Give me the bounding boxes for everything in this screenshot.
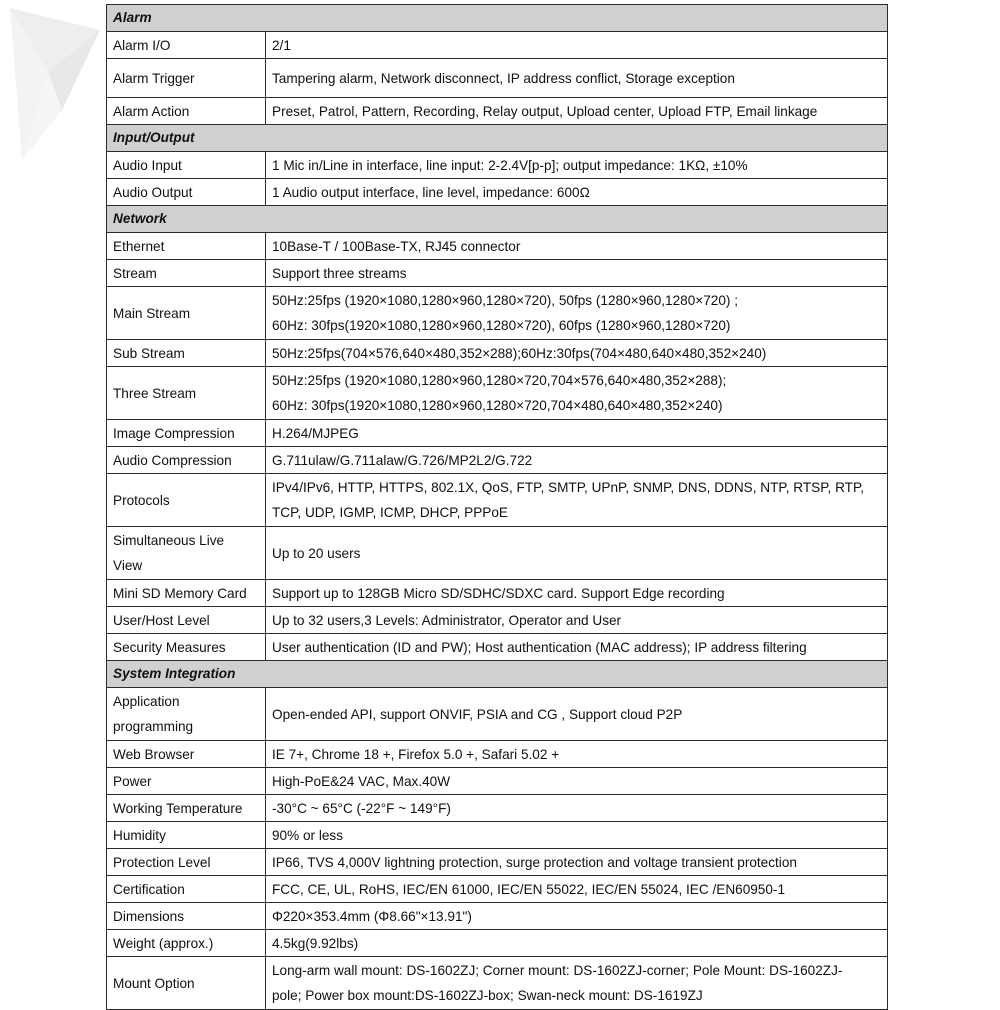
spec-value: 1 Audio output interface, line level, impedance: 600Ω <box>266 179 888 206</box>
spec-row <box>107 367 888 420</box>
spec-label-line: View <box>113 558 143 573</box>
spec-row <box>107 634 888 661</box>
spec-value-line: 50Hz:25fps (1920×1080,1280×960,1280×720), 50fps (1280×960,1280×720) ; <box>272 293 738 308</box>
spec-value: Support three streams <box>266 260 888 287</box>
spec-value: IE 7+, Chrome 18 +, Firefox 5.0 +, Safari 5.02 + <box>266 741 888 768</box>
spec-label: Certification <box>107 876 266 903</box>
spec-table <box>106 4 888 1010</box>
spec-row <box>107 903 888 930</box>
spec-value: 2/1 <box>266 32 888 59</box>
spec-label: Protocols <box>107 474 266 527</box>
spec-label: Security Measures <box>107 634 266 661</box>
spec-label: Web Browser <box>107 741 266 768</box>
spec-row <box>107 59 888 98</box>
section-title: Alarm <box>107 5 888 32</box>
spec-value: 50Hz:25fps(704×576,640×480,352×288);60Hz:30fps(704×480,640×480,352×240) <box>266 340 888 367</box>
spec-row <box>107 233 888 260</box>
spec-label: User/Host Level <box>107 607 266 634</box>
spec-value: Up to 20 users <box>266 527 888 580</box>
spec-value: Φ220×353.4mm (Φ8.66"×13.91") <box>266 903 888 930</box>
section-header-alarm <box>107 5 888 32</box>
spec-label: Mini SD Memory Card <box>107 580 266 607</box>
spec-row <box>107 152 888 179</box>
spec-value: FCC, CE, UL, RoHS, IEC/EN 61000, IEC/EN 55022, IEC/EN 55024, IEC /EN60950-1 <box>266 876 888 903</box>
spec-label: Working Temperature <box>107 795 266 822</box>
spec-value-line: Long-arm wall mount: DS-1602ZJ; Corner mount: DS-1602ZJ-corner; Pole Mount: DS-1602ZJ- <box>272 963 843 978</box>
spec-value: H.264/MJPEG <box>266 420 888 447</box>
spec-row <box>107 795 888 822</box>
spec-label: Mount Option <box>107 957 266 1010</box>
spec-value-line: pole; Power box mount:DS-1602ZJ-box; Swan-neck mount: DS-1619ZJ <box>272 988 703 1003</box>
spec-value: 90% or less <box>266 822 888 849</box>
spec-row <box>107 287 888 340</box>
spec-value: G.711ulaw/G.711alaw/G.726/MP2L2/G.722 <box>266 447 888 474</box>
spec-row <box>107 420 888 447</box>
spec-value: Support up to 128GB Micro SD/SDHC/SDXC card. Support Edge recording <box>266 580 888 607</box>
spec-label-line: Application <box>113 694 180 709</box>
spec-row <box>107 849 888 876</box>
spec-label: Protection Level <box>107 849 266 876</box>
spec-row <box>107 98 888 125</box>
section-header-system-integration <box>107 661 888 688</box>
spec-value <box>266 957 888 1010</box>
spec-value: 1 Mic in/Line in interface, line input: 2-2.4V[p-p]; output impedance: 1KΩ, ±10% <box>266 152 888 179</box>
spec-row <box>107 527 888 580</box>
spec-row <box>107 447 888 474</box>
spec-value <box>266 474 888 527</box>
spec-row <box>107 741 888 768</box>
spec-value-line: 60Hz: 30fps(1920×1080,1280×960,1280×720), 60fps (1280×960,1280×720) <box>272 318 731 333</box>
spec-label: Audio Input <box>107 152 266 179</box>
spec-label <box>107 527 266 580</box>
spec-label: Alarm I/O <box>107 32 266 59</box>
spec-value: Open-ended API, support ONVIF, PSIA and CG , Support cloud P2P <box>266 688 888 741</box>
spec-row <box>107 607 888 634</box>
section-title: Input/Output <box>107 125 888 152</box>
spec-label: Audio Output <box>107 179 266 206</box>
spec-value-line: 60Hz: 30fps(1920×1080,1280×960,1280×720,704×480,640×480,352×240) <box>272 398 723 413</box>
spec-label: Dimensions <box>107 903 266 930</box>
spec-value: Preset, Patrol, Pattern, Recording, Relay output, Upload center, Upload FTP, Email linkage <box>266 98 888 125</box>
spec-row <box>107 688 888 741</box>
spec-row <box>107 260 888 287</box>
section-header-input-output <box>107 125 888 152</box>
section-header-network <box>107 206 888 233</box>
spec-label: Stream <box>107 260 266 287</box>
spec-row <box>107 179 888 206</box>
spec-value-line: IPv4/IPv6, HTTP, HTTPS, 802.1X, QoS, FTP, SMTP, UPnP, SNMP, DNS, DDNS, NTP, RTSP, RTP, <box>272 480 865 495</box>
spec-value: -30°C ~ 65°C (-22°F ~ 149°F) <box>266 795 888 822</box>
spec-label: Main Stream <box>107 287 266 340</box>
spec-value-line: 50Hz:25fps (1920×1080,1280×960,1280×720,704×576,640×480,352×288); <box>272 373 727 388</box>
decorative-logo-watermark <box>0 0 110 200</box>
spec-value: Up to 32 users,3 Levels: Administrator, Operator and User <box>266 607 888 634</box>
spec-value <box>266 367 888 420</box>
spec-label: Alarm Trigger <box>107 59 266 98</box>
spec-value: Tampering alarm, Network disconnect, IP address conflict, Storage exception <box>266 59 888 98</box>
spec-label <box>107 688 266 741</box>
spec-row <box>107 340 888 367</box>
spec-label: Sub Stream <box>107 340 266 367</box>
spec-row <box>107 474 888 527</box>
spec-label: Weight (approx.) <box>107 930 266 957</box>
spec-label: Ethernet <box>107 233 266 260</box>
spec-label: Image Compression <box>107 420 266 447</box>
spec-row <box>107 957 888 1010</box>
spec-label-line: Simultaneous Live <box>113 533 225 548</box>
spec-label-line: programming <box>113 719 194 734</box>
spec-label: Audio Compression <box>107 447 266 474</box>
spec-value-line: TCP, UDP, IGMP, ICMP, DHCP, PPPoE <box>272 505 508 520</box>
spec-row <box>107 822 888 849</box>
spec-row <box>107 930 888 957</box>
spec-value: 10Base-T / 100Base-TX, RJ45 connector <box>266 233 888 260</box>
spec-label: Alarm Action <box>107 98 266 125</box>
spec-value: IP66, TVS 4,000V lightning protection, surge protection and voltage transient protection <box>266 849 888 876</box>
spec-value: High-PoE&24 VAC, Max.40W <box>266 768 888 795</box>
spec-label: Three Stream <box>107 367 266 420</box>
spec-label: Power <box>107 768 266 795</box>
spec-value: User authentication (ID and PW); Host authentication (MAC address); IP address filtering <box>266 634 888 661</box>
spec-label: Humidity <box>107 822 266 849</box>
spec-row <box>107 876 888 903</box>
spec-value: 4.5kg(9.92lbs) <box>266 930 888 957</box>
section-title: System Integration <box>107 661 888 688</box>
spec-row <box>107 768 888 795</box>
spec-row <box>107 580 888 607</box>
section-title: Network <box>107 206 888 233</box>
spec-row <box>107 32 888 59</box>
spec-value <box>266 287 888 340</box>
